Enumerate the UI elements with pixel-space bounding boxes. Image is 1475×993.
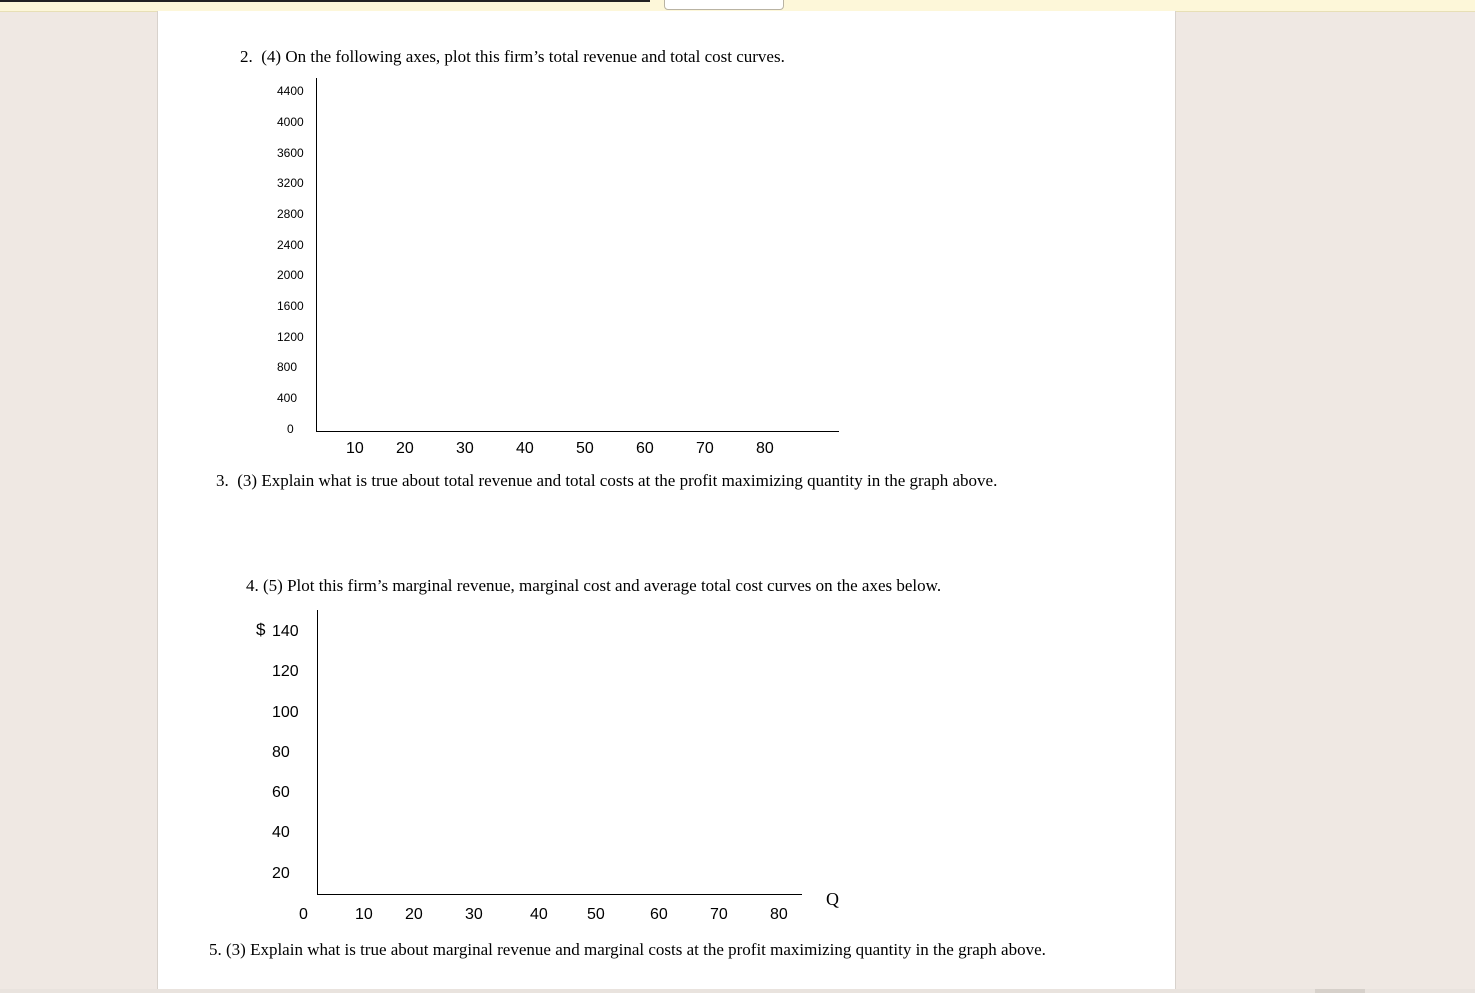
chart-1-x-tick: 60	[636, 440, 654, 457]
chart-1-x-tick: 10	[346, 440, 364, 457]
chart-2-x-axis	[317, 894, 802, 895]
chart-1-y-tick: 4000	[277, 115, 304, 129]
chart-2-y-axis	[317, 610, 318, 895]
chart-1-x-tick: 80	[756, 440, 774, 457]
chart-1-plot-area[interactable]	[317, 78, 839, 432]
chart-2-x-tick: 70	[710, 906, 728, 923]
chart-2-y-tick: 100	[272, 704, 299, 721]
question-2-text: 2. (4) On the following axes, plot this firm’s total revenue and total cost curves.	[240, 47, 785, 66]
top-rule-line	[0, 0, 650, 2]
chart-2-x-axis-label: Q	[826, 889, 839, 909]
chart-1-x-tick: 40	[516, 440, 534, 457]
chart-1-y-tick: 0	[287, 422, 294, 436]
chart-1-y-tick: 400	[277, 391, 298, 405]
chart-1-y-tick: 1200	[277, 330, 304, 344]
chart-2-y-tick: 140	[272, 623, 299, 640]
chart-1-y-tick: 2000	[277, 268, 304, 282]
chart-2-x-tick: 60	[650, 906, 668, 923]
chart-2-y-tick: 20	[272, 865, 290, 882]
chart-1-x-tick: 70	[696, 440, 714, 457]
chart-2-y-tick: 120	[272, 663, 299, 680]
question-5-text: 5. (3) Explain what is true about marginal revenue and marginal costs at the profit maximizing quantity in the graph above.	[209, 940, 1046, 959]
chart-1-x-tick: 50	[576, 440, 594, 457]
chart-2-x-tick: 20	[405, 906, 423, 923]
chart-1-y-tick: 4400	[277, 84, 304, 98]
chart-2-x-tick: 30	[465, 906, 483, 923]
chart-2-currency-symbol: $	[256, 620, 266, 639]
chart-2-x-tick: 10	[355, 906, 373, 923]
chart-1-x-tick: 30	[456, 440, 474, 457]
chart-2-x-tick: 50	[587, 906, 605, 923]
chart-2-x-tick: 80	[770, 906, 788, 923]
bottom-strip	[0, 989, 1475, 993]
chart-2-y-tick: 60	[272, 784, 290, 801]
chart-2-origin-label: 0	[299, 906, 308, 923]
chart-1-x-axis	[316, 431, 839, 432]
chart-1-y-tick: 3600	[277, 146, 304, 160]
question-4-text: 4. (5) Plot this firm’s marginal revenue, marginal cost and average total cost curves on the axes below.	[246, 576, 942, 595]
chart-1-y-axis	[316, 78, 317, 432]
chart-1-y-tick: 2400	[277, 238, 304, 252]
scroll-handle[interactable]	[1315, 989, 1365, 993]
chart-2-plot-area[interactable]	[318, 610, 802, 894]
chart-2-x-tick: 40	[530, 906, 548, 923]
chart-1-y-tick: 3200	[277, 176, 304, 190]
chart-2-y-tick: 80	[272, 744, 290, 761]
question-3-text: 3. (3) Explain what is true about total revenue and total costs at the profit maximizing quantity in the graph above.	[216, 471, 998, 490]
chart-1-y-tick: 1600	[277, 299, 304, 313]
chart-1-y-tick: 800	[277, 360, 298, 374]
chart-2-y-tick: 40	[272, 824, 290, 841]
toolbar-button[interactable]	[664, 0, 784, 10]
chart-1-y-tick: 2800	[277, 207, 304, 221]
chart-1-x-tick: 20	[396, 440, 414, 457]
